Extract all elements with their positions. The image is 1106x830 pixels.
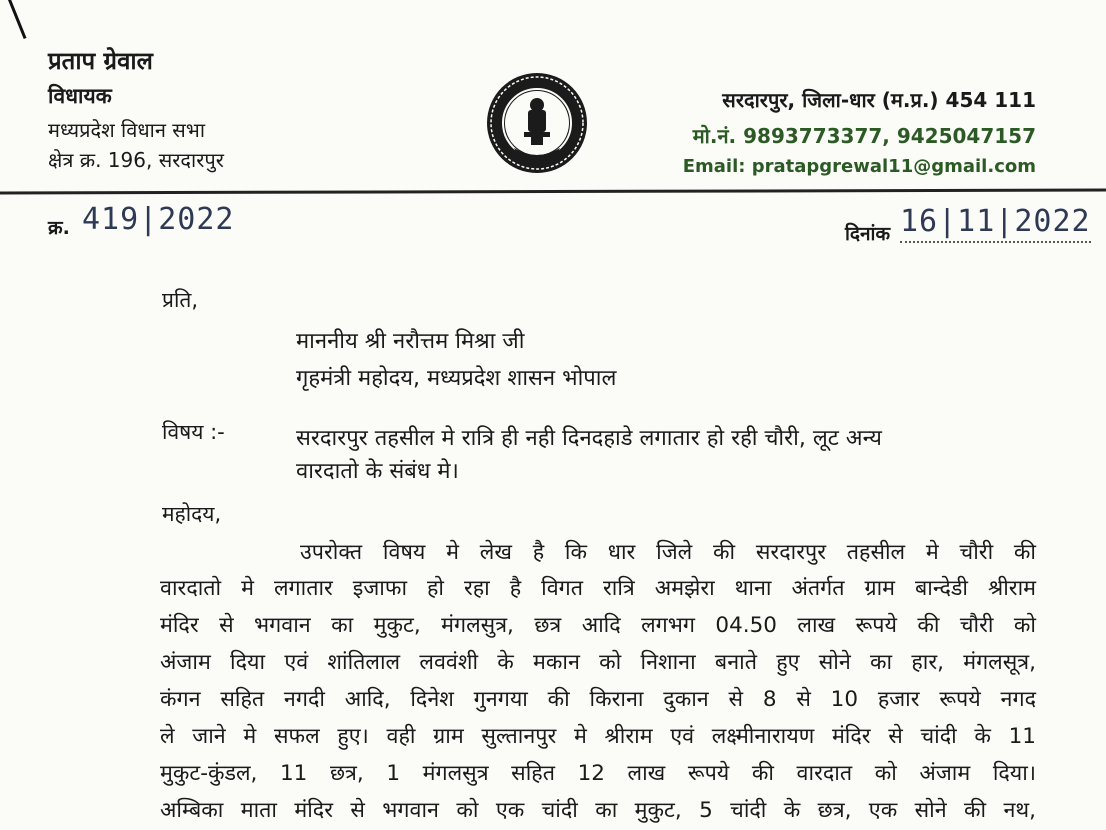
assembly-name: मध्यप्रदेश विधान सभा — [48, 118, 206, 142]
body-line: कंगन सहित नगदी आदि, दिनेश गुनगया की किराना दुकान से 8 से 10 हजार रूपये नगद — [160, 687, 1036, 712]
reference-label: क्र. — [48, 217, 70, 239]
subject-line: सरदारपुर तहसील मे रात्रि ही नही दिनदहाडे लगातार हो रही चौरी, लूट अन्य — [296, 426, 882, 451]
letterhead-divider — [0, 189, 1106, 195]
body-line: अम्बिका माता मंदिर से भगवान को एक चांदी का मुकुट, 5 चांदी के छत्र, एक सोने की नथ, — [160, 798, 1036, 823]
office-address: सरदारपुर, जिला-धार (म.प्र.) 454 111 — [722, 88, 1036, 112]
mla-name: प्रताप ग्रेवाल — [48, 47, 153, 75]
subject-label: विषय :- — [162, 420, 225, 444]
body-line: मुकुट-कुंडल, 11 छत्र, 1 मंगलसुत्र सहित 12 लाख रूपये की वारदात को अंजाम दिया। — [160, 761, 1036, 786]
email-address: Email: pratapgrewal11@gmail.com — [682, 156, 1036, 177]
date-value: 16|11|2022 — [900, 204, 1091, 243]
corner-mark — [8, 0, 27, 39]
body-line: ले जाने मे सफल हुए। वही ग्राम सुल्तानपुर मे श्रीराम एवं लक्ष्मीनारायण मंदिर से चांदी के 11 — [160, 724, 1036, 749]
subject-line: वारदातो के संबंध मे। — [296, 459, 459, 484]
body-line: अंजाम दिया एवं शांतिलाल लववंशी के मकान को निशाना बनाते हुए सोने का हार, मंगलसूत्र, — [160, 650, 1036, 675]
recipient-name: माननीय श्री नरौत्तम मिश्रा जी — [296, 329, 525, 354]
body-line: मंदिर से भगवान का मुकुट, मंगलसुत्र, छत्र आदि लगभग 04.50 लाख रूपये की चौरी को — [160, 613, 1036, 638]
date-label: दिनांक — [845, 223, 891, 245]
reference-number: 419|2022 — [82, 202, 235, 237]
phone-numbers: मो.नं. 9893773377, 9425047157 — [692, 124, 1036, 148]
constituency: क्षेत्र क्र. 196, सरदारपुर — [48, 148, 224, 172]
recipient-designation: गृहमंत्री महोदय, मध्यप्रदेश शासन भोपाल — [296, 366, 617, 391]
state-emblem-icon — [484, 70, 590, 176]
to-label: प्रति, — [162, 288, 199, 312]
salutation: महोदय, — [162, 502, 222, 526]
body-line: वारदातो मे लगातार इजाफा हो रहा है विगत रात्रि अमझेरा थाना अंतर्गत ग्राम बान्देडी श्रीराम — [160, 576, 1036, 601]
body-line: उपरोक्त विषय मे लेख है कि धार जिले की सरदारपुर तहसील मे चौरी की — [300, 540, 1036, 565]
mla-title: विधायक — [48, 84, 112, 108]
